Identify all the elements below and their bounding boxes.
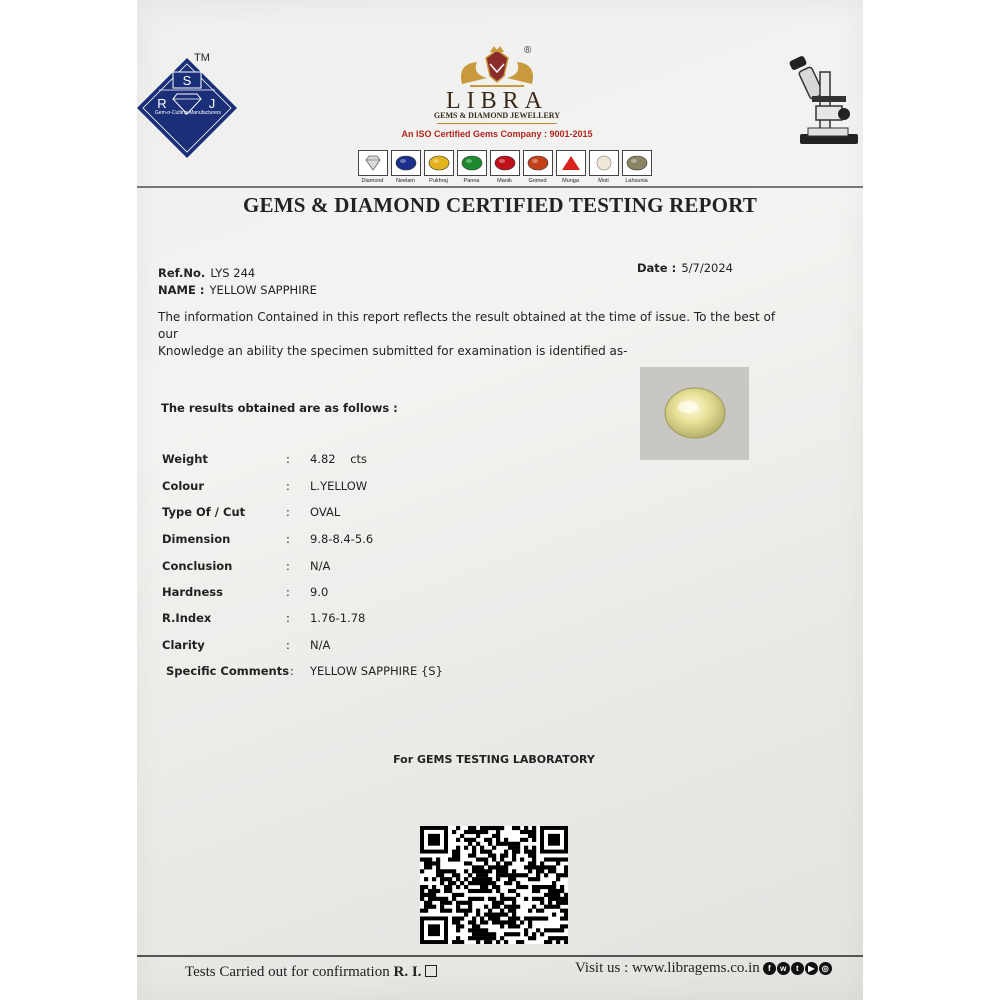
gem-item	[555, 150, 586, 184]
result-colon: :	[286, 452, 290, 466]
website-link[interactable]: www.libragems.co.in	[632, 960, 760, 976]
result-value: 9.0	[310, 585, 329, 599]
intro-paragraph	[158, 309, 778, 360]
srj-logo	[137, 58, 237, 158]
intro-line-1: The information Contained in this report reflects the result obtained at the time of issue. To the best of our	[158, 310, 776, 341]
tests-confirmation	[185, 964, 437, 981]
gem-swatch-icon	[424, 150, 454, 176]
srj-letter-j: J	[208, 96, 216, 111]
whatsapp-icon[interactable]: w	[777, 962, 790, 975]
registered-mark: ®	[524, 45, 532, 56]
youtube-icon[interactable]: ▶	[805, 962, 818, 975]
qr-code	[420, 826, 568, 944]
microscope-icon	[782, 50, 862, 150]
checkbox-icon	[425, 965, 437, 977]
gem-item	[423, 150, 454, 184]
name-value: YELLOW SAPPHIRE	[209, 283, 317, 297]
gem-label: Neelam	[396, 178, 415, 184]
srj-letter-r: R	[157, 96, 167, 111]
result-value: N/A	[310, 559, 331, 573]
header-divider	[137, 186, 863, 188]
tests-text: Tests Carried out for confirmation	[185, 964, 390, 980]
brand-name: LIBRA	[446, 88, 548, 114]
result-label: Weight	[162, 452, 208, 466]
gem-swatch-icon	[523, 150, 553, 176]
date-value: 5/7/2024	[681, 261, 733, 275]
result-label: Type Of / Cut	[162, 505, 246, 519]
gem-label: Moti	[598, 178, 609, 184]
gem-item	[390, 150, 421, 184]
brand-divider	[437, 123, 557, 124]
visit-label: Visit us :	[575, 960, 629, 976]
lab-signature: For GEMS TESTING LABORATORY	[393, 753, 595, 766]
result-label: Dimension	[162, 532, 231, 546]
srj-subtitle: Gem-n-Cutting Manufacturers	[154, 110, 222, 116]
result-row	[162, 559, 330, 575]
visit-website	[575, 960, 832, 977]
report-title: GEMS & DIAMOND CERTIFIED TESTING REPORT	[242, 193, 758, 217]
tests-code: R. I.	[393, 964, 422, 980]
gem-label: Diamond	[361, 178, 384, 184]
gem-swatch-icon	[490, 150, 520, 176]
result-colon: :	[286, 585, 290, 599]
trademark-mark: TM	[194, 52, 210, 64]
gem-label: Gomed	[528, 178, 547, 184]
result-colon: :	[286, 505, 290, 519]
specimen-name	[158, 279, 317, 298]
gem-item	[357, 150, 388, 184]
result-colon: :	[286, 479, 290, 493]
gem-label: Munga	[562, 178, 579, 184]
iso-certification: An ISO Certified Gems Company : 9001-2015	[401, 129, 593, 139]
brand-subtitle: GEMS & DIAMOND JEWELLERY	[433, 111, 561, 120]
intro-line-2: Knowledge an ability the specimen submitted for examination is identified as-	[158, 344, 628, 358]
result-row	[162, 585, 328, 601]
result-value: N/A	[310, 638, 331, 652]
result-row	[162, 452, 367, 468]
result-value: 4.82 cts	[310, 452, 368, 466]
result-value: OVAL	[310, 505, 341, 519]
gem-item	[522, 150, 553, 184]
result-row	[162, 479, 367, 495]
result-value: 9.8-8.4-5.6	[310, 532, 374, 546]
result-row	[162, 611, 365, 627]
gem-label: Pukhraj	[429, 178, 448, 184]
gem-swatch-icon	[358, 150, 388, 176]
result-colon: :	[290, 664, 294, 678]
gem-label: Panna	[463, 178, 480, 184]
gem-swatch-icon	[589, 150, 619, 176]
gem-icons-row	[357, 150, 652, 184]
result-value: 1.76-1.78	[310, 611, 366, 625]
result-colon: :	[286, 611, 290, 625]
instagram-icon[interactable]: ◎	[819, 962, 832, 975]
results-heading: The results obtained are as follows :	[161, 401, 398, 415]
result-value: YELLOW SAPPHIRE {S}	[310, 664, 443, 678]
result-row	[166, 664, 443, 680]
result-label: Clarity	[162, 638, 205, 652]
gem-label: Lahsunia	[625, 178, 648, 184]
twitter-icon[interactable]: t	[791, 962, 804, 975]
result-row	[162, 532, 373, 548]
result-colon: :	[286, 559, 290, 573]
gem-swatch-icon	[622, 150, 652, 176]
name-label: NAME :	[158, 283, 205, 297]
report-date	[637, 257, 733, 276]
result-label: Hardness	[162, 585, 223, 599]
gem-swatch-icon	[457, 150, 487, 176]
ref-value: LYS 244	[210, 266, 256, 280]
gem-swatch-icon	[391, 150, 421, 176]
srj-letter-s: S	[182, 73, 192, 88]
result-value: L.YELLOW	[310, 479, 368, 493]
result-row	[162, 505, 340, 521]
gem-item	[621, 150, 652, 184]
gem-item	[456, 150, 487, 184]
gem-label: Manik	[497, 178, 512, 184]
date-label: Date :	[637, 261, 677, 275]
footer-divider	[137, 955, 863, 957]
gemstone-photo	[640, 367, 749, 460]
result-label: Conclusion	[162, 559, 233, 573]
certificate-paper	[137, 0, 863, 1000]
result-label: Colour	[162, 479, 205, 493]
result-label: Specific Comments	[166, 664, 290, 678]
result-row	[162, 638, 330, 654]
gem-item	[588, 150, 619, 184]
result-colon: :	[286, 532, 290, 546]
result-colon: :	[286, 638, 290, 652]
gem-item	[489, 150, 520, 184]
social-icons	[763, 962, 832, 975]
ref-label: Ref.No.	[158, 266, 206, 280]
result-label: R.Index	[162, 611, 212, 625]
facebook-icon[interactable]: f	[763, 962, 776, 975]
gem-swatch-icon	[556, 150, 586, 176]
